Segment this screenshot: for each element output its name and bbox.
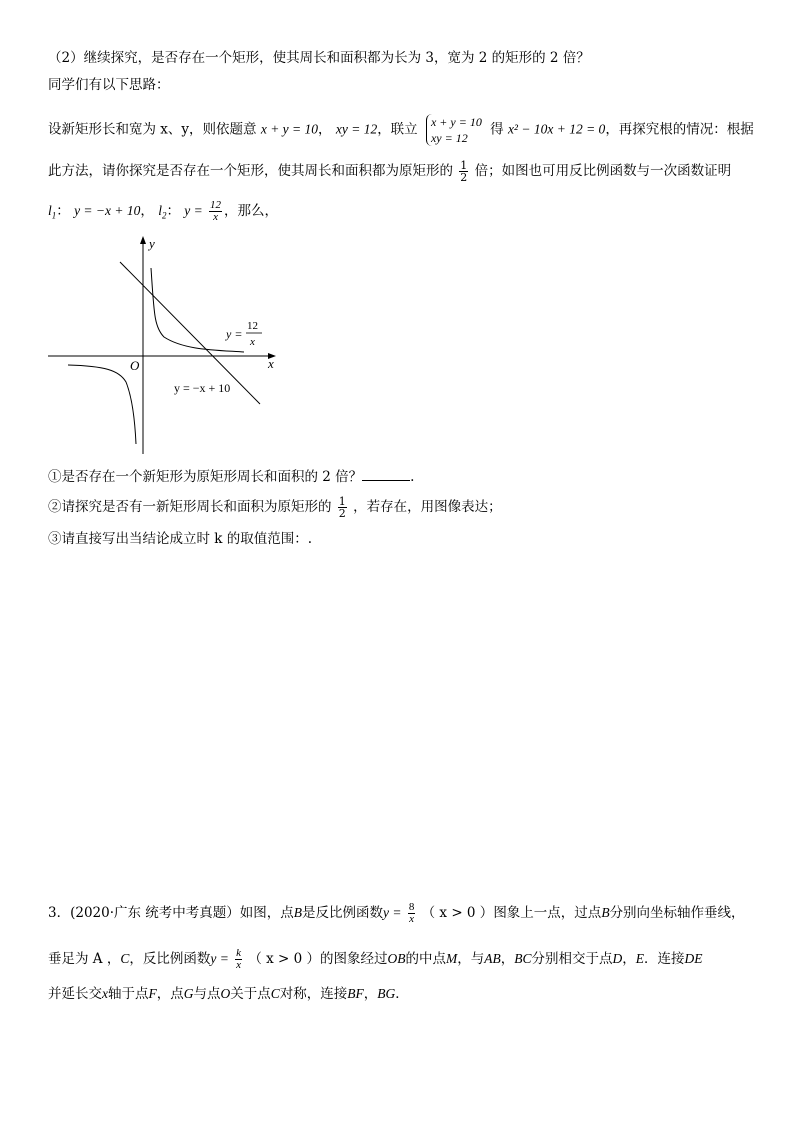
text: ，反比例函数 [129,951,211,967]
text: ．连接 [644,951,685,967]
text: ，与 [457,951,485,967]
segment-bc: BC [514,951,532,966]
text: ②请探究是否有一新矩形周长和面积为原矩形的 [48,499,332,515]
text: ， [622,951,636,967]
hyperbola-label-lhs: y = [226,327,243,341]
text: 垂足为 A ， [48,951,121,967]
condition: （ x > 0 ） [248,951,321,967]
question-2 [48,496,502,519]
text: 3．(2020·广东 统考中考真题）如图，点 [48,905,294,921]
part2-line5: $l_1$： y = −x + 10， $l_2$： y = $\frac{12}{x}$ ，那么， [48,199,279,223]
equation: x² − 10x + 12 = 0 [507,121,606,137]
equation-system [426,114,482,146]
answer-blank[interactable] [362,466,410,481]
part2-line3 [48,114,754,146]
line-label: y = −x + 10 [174,381,231,395]
text: 分别向坐标轴作垂线， [609,905,745,921]
equation: y = [184,203,203,218]
condition: （ x > 0 ） [421,905,494,921]
segment-ab: AB [484,951,501,966]
text: 轴于点 [108,986,149,1002]
system-row: x + y = 10 [430,115,482,129]
equation: y = [383,905,402,920]
text: ， [500,951,515,967]
fraction: $\frac{12}{x}$ [210,199,222,223]
system-row: xy = 12 [430,131,468,145]
fraction: $\frac{k}{x}$ [236,947,242,971]
segment-bf: BF [347,986,364,1001]
text: 对称，连接 [279,986,348,1002]
y-axis-label: y [149,236,155,251]
denominator: 2 [460,171,468,184]
text: ①是否存在一个新矩形为原矩形周长和面积的 2 倍？ [48,469,363,485]
point-d: D [612,951,623,966]
text: ，若存在，用图像表达； [353,499,502,515]
fraction-half: $\frac{1}{2}$ [338,495,346,520]
text: ，点 [156,986,184,1002]
text: 并延长交 [48,986,102,1002]
segment-bg: BG [377,986,396,1001]
text: 分别相交于点 [531,951,613,967]
text: ， [363,986,378,1002]
text: ，再探究根的情况：根据 [605,121,754,138]
problem3-line1 [48,902,745,925]
point-f: F [148,986,157,1001]
text: 关于点 [230,986,271,1002]
origin-label: O [130,358,140,373]
equation: y = [210,951,229,966]
function-graph [44,232,284,458]
point-c: C [270,986,280,1001]
question-1 [48,466,414,487]
point-e: E [635,951,645,966]
question-3: ③请直接写出当结论成立时 k 的取值范围：. [48,531,313,547]
segment-de: DE [684,951,703,966]
text: 倍；如图也可用反比例函数与一次函数证明 [474,163,732,179]
text: 与点 [193,986,221,1002]
equation: y = −x + 10 [74,203,141,218]
text: ，那么， [224,203,279,219]
hyperbola-label-den: x [250,336,255,348]
numerator: 1 [460,159,468,172]
text: ，联立 [377,121,418,138]
point-b: B [293,905,303,920]
text: 的中点 [405,951,447,967]
x-variable: x [102,986,108,1001]
x-axis-label: x [268,356,274,371]
fraction: $\frac{8}{x}$ [408,901,415,925]
problem3-line3 [48,984,409,1004]
hyperbola-label-num: 12 [247,320,258,332]
point-c: C [120,951,130,966]
part2-line1: （2）继续探究，是否存在一个矩形，使其周长和面积都为长为 3，宽为 2 的矩形的 2 倍？ [48,50,590,66]
problem3-line2 [48,948,703,971]
equation: x + y = 10 [260,121,319,137]
text: 是反比例函数 [302,905,384,921]
equation: xy = 12 [335,121,378,137]
fraction-half [459,160,468,183]
text: . [410,469,415,485]
y-axis-arrow [140,236,146,244]
point-g: G [183,986,194,1001]
hyperbola-branch-q3 [68,365,136,444]
text: ， [318,121,332,138]
point-b: B [601,905,610,920]
part2-line2: 同学们有以下思路： [48,77,170,93]
text: ． [395,986,409,1002]
text: 设新矩形长和宽为 x、y，则依题意 [48,121,257,138]
text: 图象上一点，过点 [493,905,602,921]
line-l1-label: $l_1$ [48,203,57,221]
text: 得 [490,121,504,138]
text: 此方法，请你探究是否存在一个矩形，使其周长和面积都为原矩形的 [48,163,453,179]
part2-line4 [48,160,731,183]
segment-ob: OB [387,951,406,966]
line-l2-label: $l_2$ [158,203,167,221]
text: 的图象经过 [320,951,388,967]
point-m: M [446,951,458,966]
point-o: O [220,986,231,1001]
